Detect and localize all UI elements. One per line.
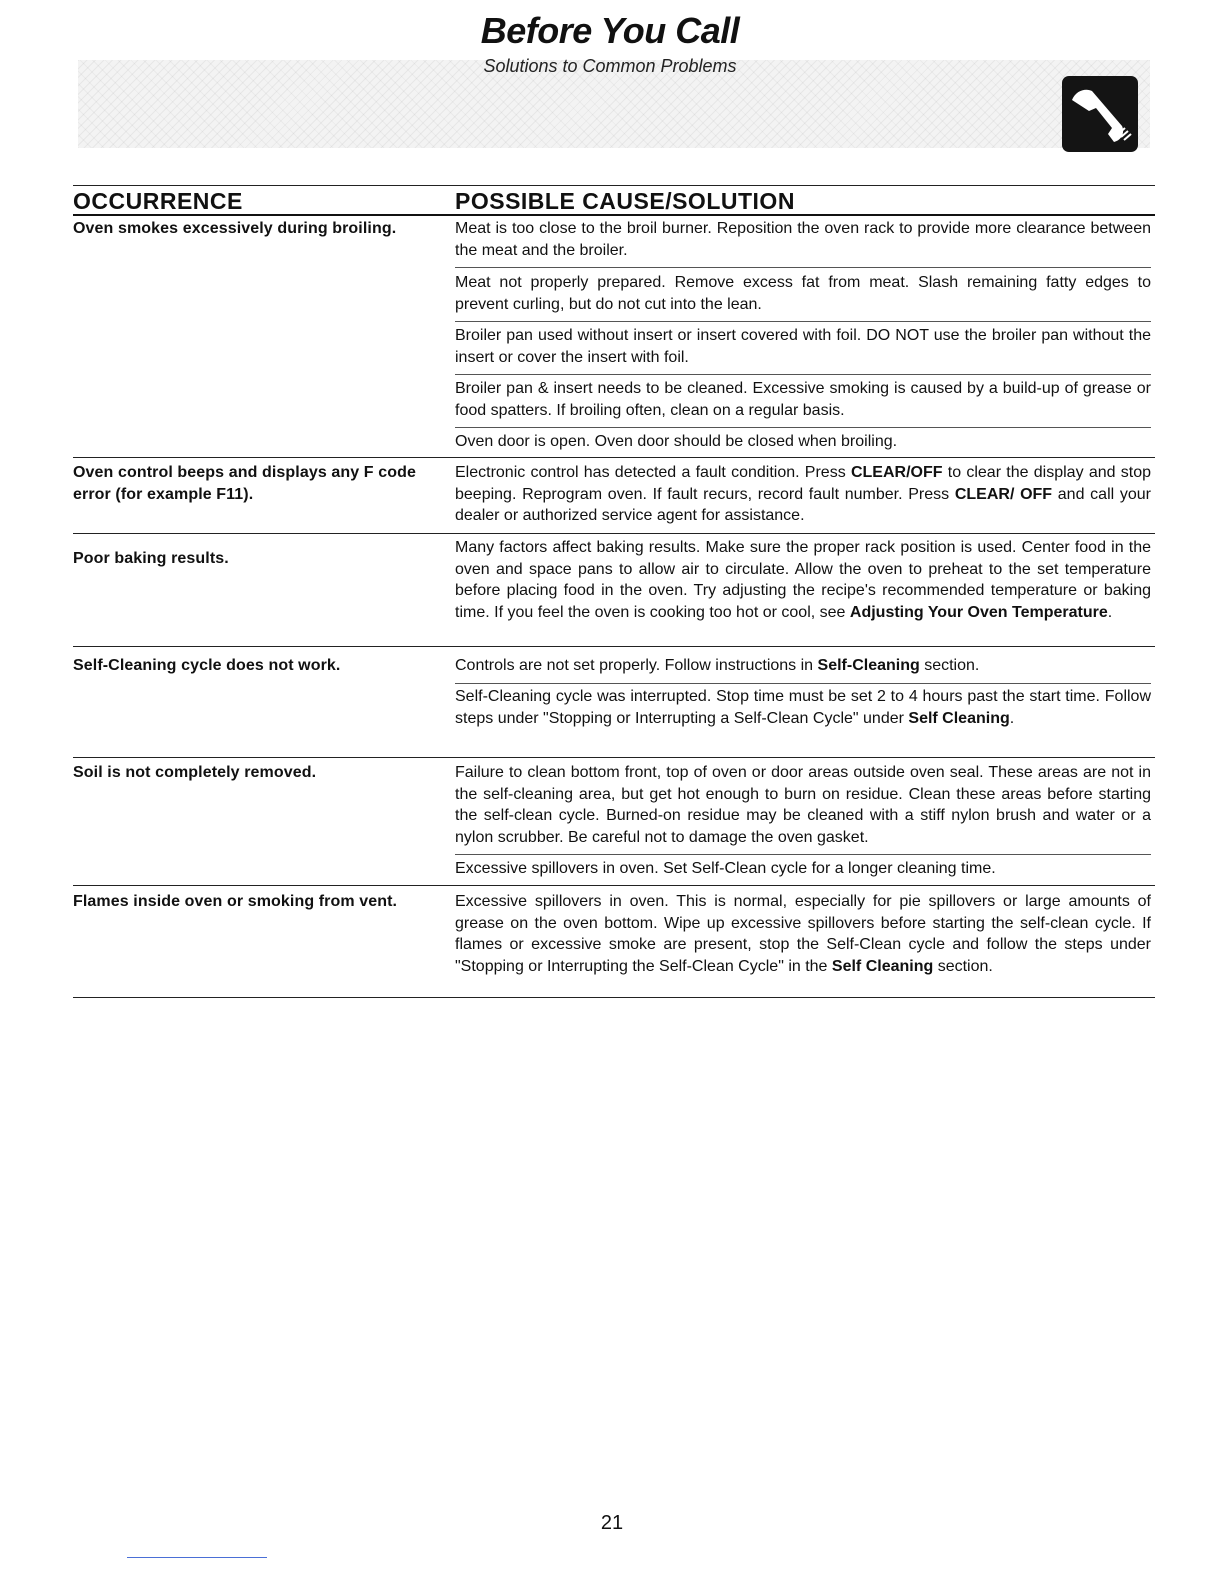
clear-off-key-label: CLEAR/OFF (850, 464, 943, 481)
section-reference: Self Cleaning (908, 709, 1010, 727)
occurrence-column-header: OCCURRENCE (73, 188, 243, 214)
solution-text: Electronic control has detected a fault condition. Press CLEAR/OFF to clear the display and stop beeping. Reprogram oven. If fault recurs, record fault number. Press CLEAR/ OFF and call your dealer or authorized service agent for assistance. (455, 464, 1152, 524)
header-top-divider (73, 185, 1155, 186)
section-reference: Adjusting Your Oven Temperature (849, 603, 1108, 621)
problem-flames-smoking-vent: Flames inside oven or smoking from vent. (73, 893, 398, 910)
solution-divider (455, 267, 1151, 268)
solution-divider (455, 683, 1151, 684)
page-number: 21 (600, 1512, 624, 1534)
solution-text: Excessive spillovers in oven. Set Self-Clean cycle for a longer cleaning time. (455, 860, 996, 877)
solution-divider (455, 321, 1151, 322)
problem-f-code-error: Oven control beeps and displays any F code error (for example F11). (73, 464, 416, 503)
solution-column-header: POSSIBLE CAUSE/SOLUTION (455, 188, 795, 214)
header-bottom-divider (73, 214, 1155, 216)
solution-text: Many factors affect baking results. Make sure the proper rack position is used. Center food in the oven and space pans to allow air to circulate. Allow the oven to preheat to the set temperature before placing food in the oven. Try adjusting the recipe's recommended temperature or baking time. If you feel the oven is cooking too hot or cool, see Adjusting Your Oven Temperature. (455, 539, 1151, 621)
section-reference: Self Cleaning (831, 957, 934, 975)
table-bottom-divider (73, 997, 1155, 998)
solution-text: Failure to clean bottom front, top of oven or door areas outside oven seal. These areas are not in the self-cleaning area, but get hot enough to burn on residue. Clean these areas before starting the self-clean cycle. Burned-on residue may be cleaned with a stiff nylon brush and water or a nylon scrubber. Be careful not to damage the oven gasket. (455, 764, 1151, 846)
section-reference: Self-Cleaning (817, 657, 920, 674)
solution-divider (455, 374, 1151, 375)
problem-self-clean-not-working: Self-Cleaning cycle does not work. (73, 657, 341, 674)
solution-text: Oven door is open. Oven door should be closed when broiling. (455, 433, 898, 450)
telephone-handset-icon (1062, 76, 1138, 152)
problem-poor-baking: Poor baking results. (73, 550, 229, 567)
page-title: Before You Call (480, 10, 740, 51)
clear-off-key-label: CLEAR/ OFF (954, 485, 1053, 503)
row-divider (73, 457, 1155, 458)
solution-text: Controls are not set properly. Follow instructions in Self-Cleaning section. (455, 657, 980, 674)
page-subtitle: Solutions to Common Problems (483, 56, 737, 76)
solution-text: Meat not properly prepared. Remove excess fat from meat. Slash remaining fatty edges to prevent curling, but do not cut into the lean. (455, 274, 1151, 313)
problem-broiling-smoke: Oven smokes excessively during broiling. (73, 220, 397, 237)
row-divider (73, 757, 1155, 758)
solution-text: Meat is too close to the broil burner. Reposition the oven rack to provide more clearance between the meat and the broiler. (455, 220, 1151, 259)
solution-text: Excessive spillovers in oven. This is normal, especially for pie spillovers or large amounts of grease on the oven bottom. Wipe up excessive spillovers before starting the self-clean cycle. If flames or excessive smoke are present, stop the Self-Clean cycle and follow the steps under "Stopping or Interrupting the Self-Clean Cycle" in the Self Cleaning section. (455, 893, 1151, 975)
solution-divider (455, 854, 1151, 855)
solution-text: Broiler pan used without insert or insert covered with foil. DO NOT use the broiler pan without the insert or cover the insert with foil. (455, 327, 1151, 366)
solution-divider (455, 427, 1151, 428)
solution-text: Broiler pan & insert needs to be cleaned. Excessive smoking is caused by a build-up of grease or food spatters. If broiling often, clean on a regular basis. (455, 380, 1151, 419)
solution-text: Self-Cleaning cycle was interrupted. Stop time must be set 2 to 4 hours past the start time. Follow steps under "Stopping or Interrupting a Self-Clean Cycle" under Self Cleaning. (455, 688, 1151, 727)
problem-soil-not-removed: Soil is not completely removed. (73, 764, 317, 781)
footer-line (127, 1557, 267, 1558)
row-divider (73, 646, 1155, 647)
row-divider (73, 885, 1155, 886)
row-divider (73, 533, 1155, 534)
